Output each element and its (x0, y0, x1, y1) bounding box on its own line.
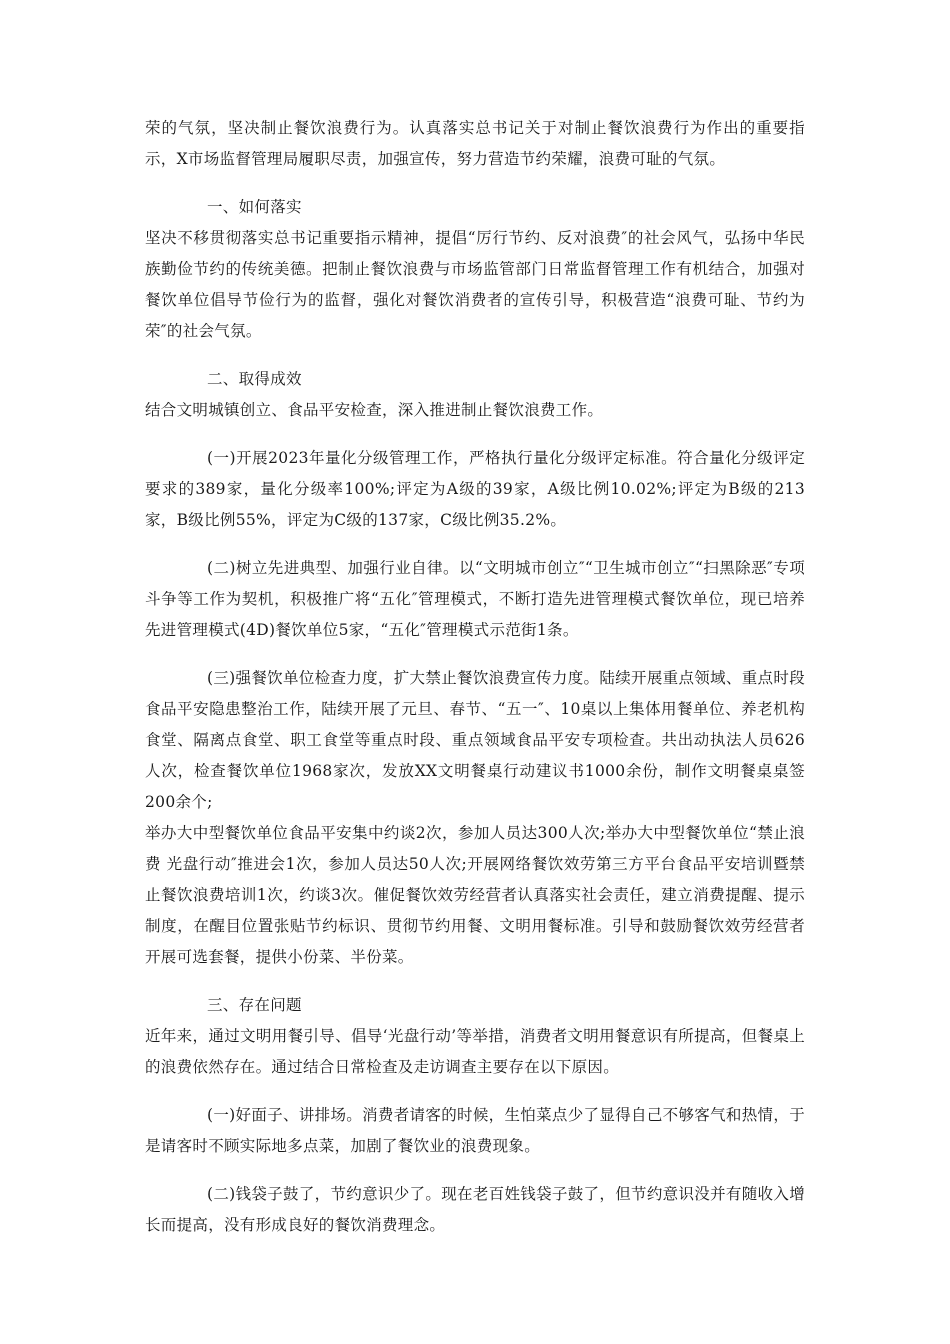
section-heading-implementation: 一、如何落实 (207, 198, 302, 216)
problem-item-1: (一)好面子、讲排场。消费者请客的时候，生怕菜点少了显得自己不够客气和热情，于是请客时不顾实际地多点菜，加剧了餐饮业的浪费现象。 (145, 1106, 805, 1155)
problem-item-2: (二)钱袋子鼓了，节约意识少了。现在老百姓钱袋子鼓了，但节约意识没并有随收入增长而提高，没有形成良好的餐饮消费理念。 (145, 1185, 805, 1234)
section-body-achievements: 结合文明城镇创立、食品平安检查，深入推进制止餐饮浪费工作。 (145, 401, 604, 419)
section-heading-problems: 三、存在问题 (207, 996, 302, 1014)
achievement-item-2: (二)树立先进典型、加强行业自律。以“文明城市创立″“卫生城市创立″“扫黑除恶″专项斗争等工作为契机，积极推广将“五化″管理模式，不断打造先进管理模式餐饮单位，现已培养先进管理模式(4D)餐饮单位5家，“五化″管理模式示范街1条。 (145, 559, 805, 639)
section-heading-achievements: 二、取得成效 (207, 370, 302, 388)
intro-paragraph: 荣的气氛，坚决制止餐饮浪费行为。认真落实总书记关于对制止餐饮浪费行为作出的重要指示，X市场监督管理局履职尽责，加强宣传，努力营造节约荣耀，浪费可耻的气氛。 (145, 119, 805, 168)
section-body-implementation: 坚决不移贯彻落实总书记重要指示精神，提倡“厉行节约、反对浪费″的社会风气，弘扬中华民族勤俭节约的传统美德。把制止餐饮浪费与市场监管部门日常监督管理工作有机结合，加强对餐饮单位倡导节俭行为的监督，强化对餐饮消费者的宣传引导，积极营造“浪费可耻、节约为荣″的社会气氛。 (145, 229, 805, 340)
achievement-item-3-continued: 举办大中型餐饮单位食品平安集中约谈2次，参加人员达300人次;举办大中型餐饮单位“禁止浪费 光盘行动″推进会1次，参加人员达50人次;开展网络餐饮效劳第三方平台食品平安培训暨禁止餐饮浪费培训1次，约谈3次。催促餐饮效劳经营者认真落实社会责任，建立消费提醒、提示制度，在醒目位置张贴节约标识、贯彻节约用餐、文明用餐标准。引导和鼓励餐饮效劳经营者开展可选套餐，提供小份菜、半份菜。 (145, 824, 805, 966)
section-body-problems: 近年来，通过文明用餐引导、倡导‘光盘行动’等举措，消费者文明用餐意识有所提高，但餐桌上的浪费依然存在。通过结合日常检查及走访调查主要存在以下原因。 (145, 1027, 805, 1076)
achievement-item-3: (三)强餐饮单位检查力度，扩大禁止餐饮浪费宣传力度。陆续开展重点领域、重点时段食品平安隐患整治工作，陆续开展了元旦、春节、“五一″、10桌以上集体用餐单位、养老机构食堂、隔离点食堂、职工食堂等重点时段、重点领域食品平安专项检查。共出动执法人员626人次，检查餐饮单位1968家次，发放XX文明餐桌行动建议书1000余份，制作文明餐桌桌签200余个; (145, 669, 805, 811)
achievement-item-1: (一)开展2023年量化分级管理工作，严格执行量化分级评定标准。符合量化分级评定要求的389家，量化分级率100%;评定为A级的39家，A级比例10.02%;评定为B级的213家，B级比例55%，评定为C级的137家，C级比例35.2%。 (145, 449, 805, 529)
document-page (145, 113, 805, 1241)
